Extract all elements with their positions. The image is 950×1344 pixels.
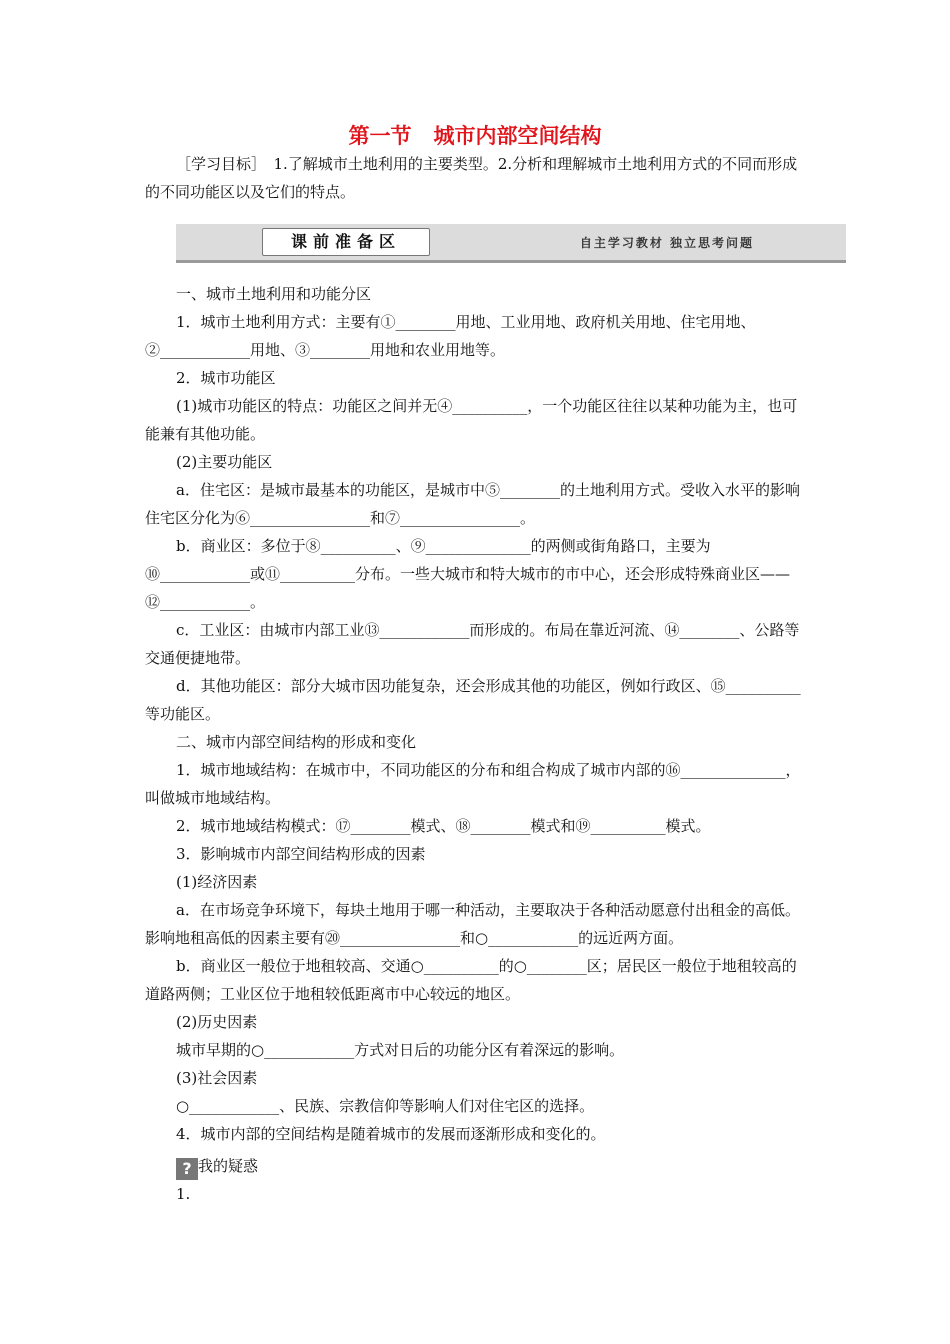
heading-main-zones: (2)主要功能区 [176,453,273,471]
content-body [145,280,810,1208]
question-icon: ? [176,1158,198,1180]
section-title: 城市内部空间结构 [433,124,602,148]
banner-slogan: 自主学习教材 独立思考问题 [579,236,754,250]
paragraph-commercial: b．商业区：多位于⑧__________、⑨______________的两侧或街角路口，主要为⑩____________或⑪__________分布。一些大城市和特大城市的市中心，还会形成特殊商业区——⑫____________。 [145,537,791,611]
heading-economic: (1)经济因素 [176,873,258,891]
paragraph-historical: 城市早期的○____________方式对日后的功能分区有着深远的影响。 [176,1041,625,1059]
page-title [0,120,950,150]
paragraph-development: 4．城市内部的空间结构是随着城市的发展而逐渐形成和变化的。 [176,1125,606,1143]
section-banner [176,224,846,263]
heading-social: (3)社会因素 [176,1069,258,1087]
heading-factors: 3．影响城市内部空间结构形成的因素 [176,845,426,863]
paragraph-models: 2．城市地域结构模式：⑰________模式、⑱________模式和⑲__________模式。 [176,817,711,835]
section-number: 第一节 [348,124,412,148]
paragraph-residential: a．住宅区：是城市最基本的功能区，是城市中⑤________的土地利用方式。受收入水平的影响住宅区分化为⑥________________和⑦________________。 [145,481,800,527]
learning-goals: ［学习目标］ 1.了解城市土地利用的主要类型。2.分析和理解城市土地利用方式的不同而形成的不同功能区以及它们的特点。 [145,155,798,201]
doubt-heading [145,1152,810,1180]
paragraph-social: ○____________、民族、宗教信仰等影响人们对住宅区的选择。 [176,1097,595,1115]
paragraph-economic-a: a．在市场竞争环境下，每块土地用于哪一种活动，主要取决于各种活动愿意付出租金的高低。影响地租高低的因素主要有⑳________________和○____________的远近两方面。 [145,901,800,947]
heading-functional-zone: 2．城市功能区 [176,369,276,387]
heading-1: 一、城市土地利用和功能分区 [176,285,372,303]
banner-label: 课前准备区 [262,228,430,256]
paragraph-land-use: 1．城市土地利用方式：主要有①________用地、工业用地、政府机关用地、住宅用地、②____________用地、③________用地和农业用地等。 [145,313,756,359]
paragraph-other-zones: d．其他功能区：部分大城市因功能复杂，还会形成其他的功能区，例如行政区、⑮__________等功能区。 [145,677,801,723]
paragraph-structure: 1．城市地域结构：在城市中，不同功能区的分布和组合构成了城市内部的⑯______________，叫做城市地域结构。 [145,761,801,807]
paragraph-industrial: c．工业区：由城市内部工业⑬____________而形成的。布局在靠近河流、⑭________、公路等交通便捷地带。 [145,621,800,667]
doubt-item-1: 1. [176,1185,191,1203]
paragraph-economic-b: b．商业区一般位于地租较高、交通○__________的○________区；居民区一般位于地租较高的道路两侧；工业区位于地租较低距离市中心较远的地区。 [145,957,797,1003]
heading-2: 二、城市内部空间结构的形成和变化 [176,733,417,751]
paragraph-zone-features: (1)城市功能区的特点：功能区之间并无④__________，一个功能区往往以某种功能为主，也可能兼有其他功能。 [145,397,798,443]
heading-historical: (2)历史因素 [176,1013,258,1031]
doubt-label: 我的疑惑 [198,1157,259,1175]
